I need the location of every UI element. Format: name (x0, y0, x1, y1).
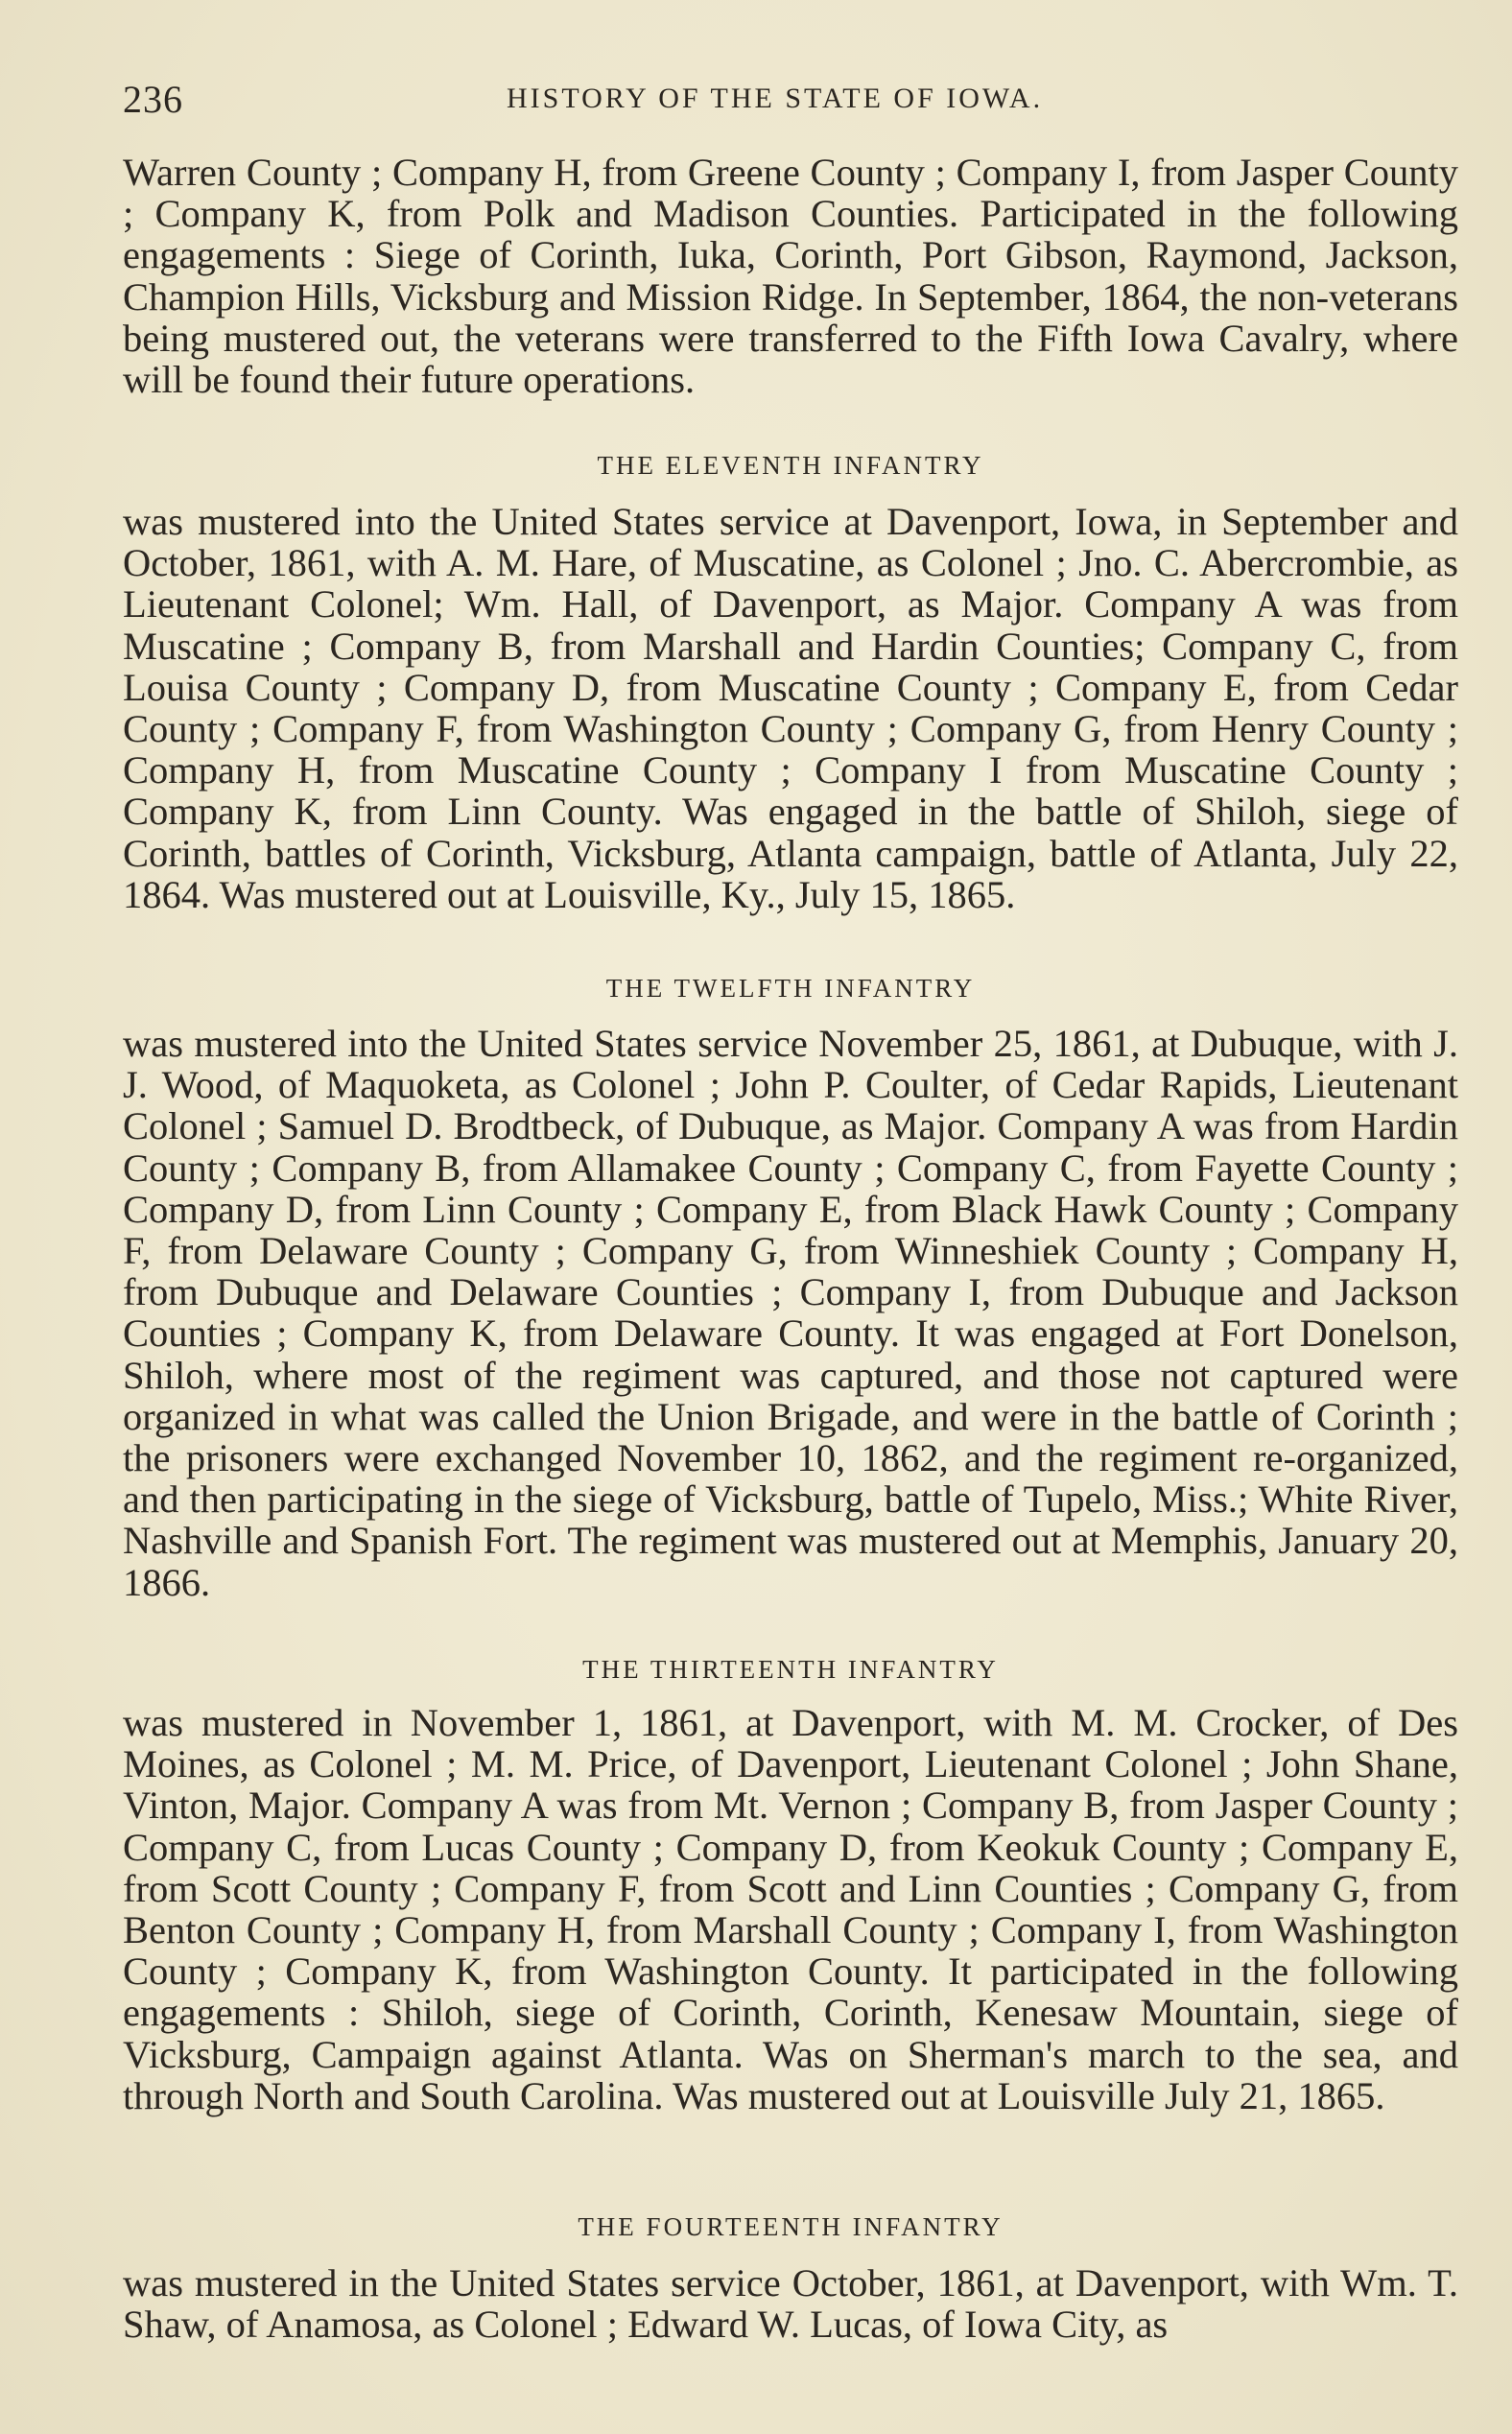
heading-fourteenth-infantry: THE FOURTEENTH INFANTRY (578, 2212, 1004, 2241)
running-head (123, 77, 1456, 125)
page-number: 236 (123, 78, 183, 121)
running-title: HISTORY OF THE STATE OF IOWA. (507, 83, 1044, 114)
continuation-paragraph: Warren County ; Company H, from Greene County ; Company I, from Jasper County ; Company K, from Polk and Madison Counties. Participated in the following engagements : Siege of Corinth, Iuka, Corinth, Port Gibson, Raymond, Jackson, Champion Hills, Vicksburg and Mission Ridge. In September, 1864, the non-veterans being mustered out, the veterans were transferred to the Fifth Iowa Cavalry, where will be found their future operations. (123, 151, 1458, 402)
paragraph-fourteenth-infantry: was mustered in the United States service October, 1861, at Davenport, with Wm. T. Shaw, of Anamosa, as Colonel ; Edward W. Lucas, of Iowa City, as (123, 2261, 1458, 2347)
paragraph-thirteenth-infantry: was mustered in November 1, 1861, at Davenport, with M. M. Crocker, of Des Moines, as Colonel ; M. M. Price, of Davenport, Lieutenant Colonel ; John Shane, Vinton, Major. Company A was from Mt. Vernon ; Company B, from Jasper County ; Company C, from Lucas County ; Company D, from Keokuk County ; Company E, from Scott County ; Company F, from Scott and Linn Counties ; Company G, from Benton County ; Company H, from Marshall County ; Company I, from Washington County ; Company K, from Washington County. It participated in the following engagements : Shiloh, siege of Corinth, Corinth, Kenesaw Mountain, siege of Vicksburg, Campaign against Atlanta. Was on Sherman's march to the sea, and through North and South Carolina. Was mustered out at Louisville July 21, 1865. (123, 1701, 1458, 2117)
heading-thirteenth-infantry: THE THIRTEENTH INFANTRY (582, 1655, 999, 1684)
heading-eleventh-infantry: THE ELEVENTH INFANTRY (597, 451, 984, 480)
heading-twelfth-infantry: THE TWELFTH INFANTRY (605, 974, 976, 1003)
paragraph-twelfth-infantry: was mustered into the United States service November 25, 1861, at Dubuque, with J. J. Wood, of Maquoketa, as Colonel ; John P. Coulter, of Cedar Rapids, Lieutenant Colonel ; Samuel D. Brodtbeck, of Dubuque, as Major. Company A was from Hardin County ; Company B, from Allamakee County ; Company C, from Fayette County ; Company D, from Linn County ; Company E, from Black Hawk County ; Company F, from Delaware County ; Company G, from Winneshiek County ; Company H, from Dubuque and Delaware Counties ; Company I, from Dubuque and Jackson Counties ; Company K, from Delaware County. It was engaged at Fort Donelson, Shiloh, where most of the regiment was captured, and those not captured were organized in what was called the Union Brigade, and were in the battle of Corinth ; the prisoners were exchanged November 10, 1862, and the regiment re-organized, and then participating in the siege of Vicksburg, battle of Tupelo, Miss.; White River, Nashville and Spanish Fort. The regiment was mustered out at Memphis, January 20, 1866. (123, 1022, 1458, 1604)
paragraph-eleventh-infantry: was mustered into the United States service at Davenport, Iowa, in September and October, 1861, with A. M. Hare, of Muscatine, as Colonel ; Jno. C. Abercrombie, as Lieutenant Colonel; Wm. Hall, of Davenport, as Major. Company A was from Muscatine ; Company B, from Marshall and Hardin Counties; Company C, from Louisa County ; Company D, from Muscatine County ; Company E, from Cedar County ; Company F, from Washington County ; Company G, from Henry County ; Company H, from Muscatine County ; Company I from Muscatine County ; Company K, from Linn County. Was engaged in the battle of Shiloh, siege of Corinth, battles of Corinth, Vicksburg, Atlanta campaign, battle of Atlanta, July 22, 1864. Was mustered out at Louisville, Ky., July 15, 1865. (123, 500, 1458, 916)
